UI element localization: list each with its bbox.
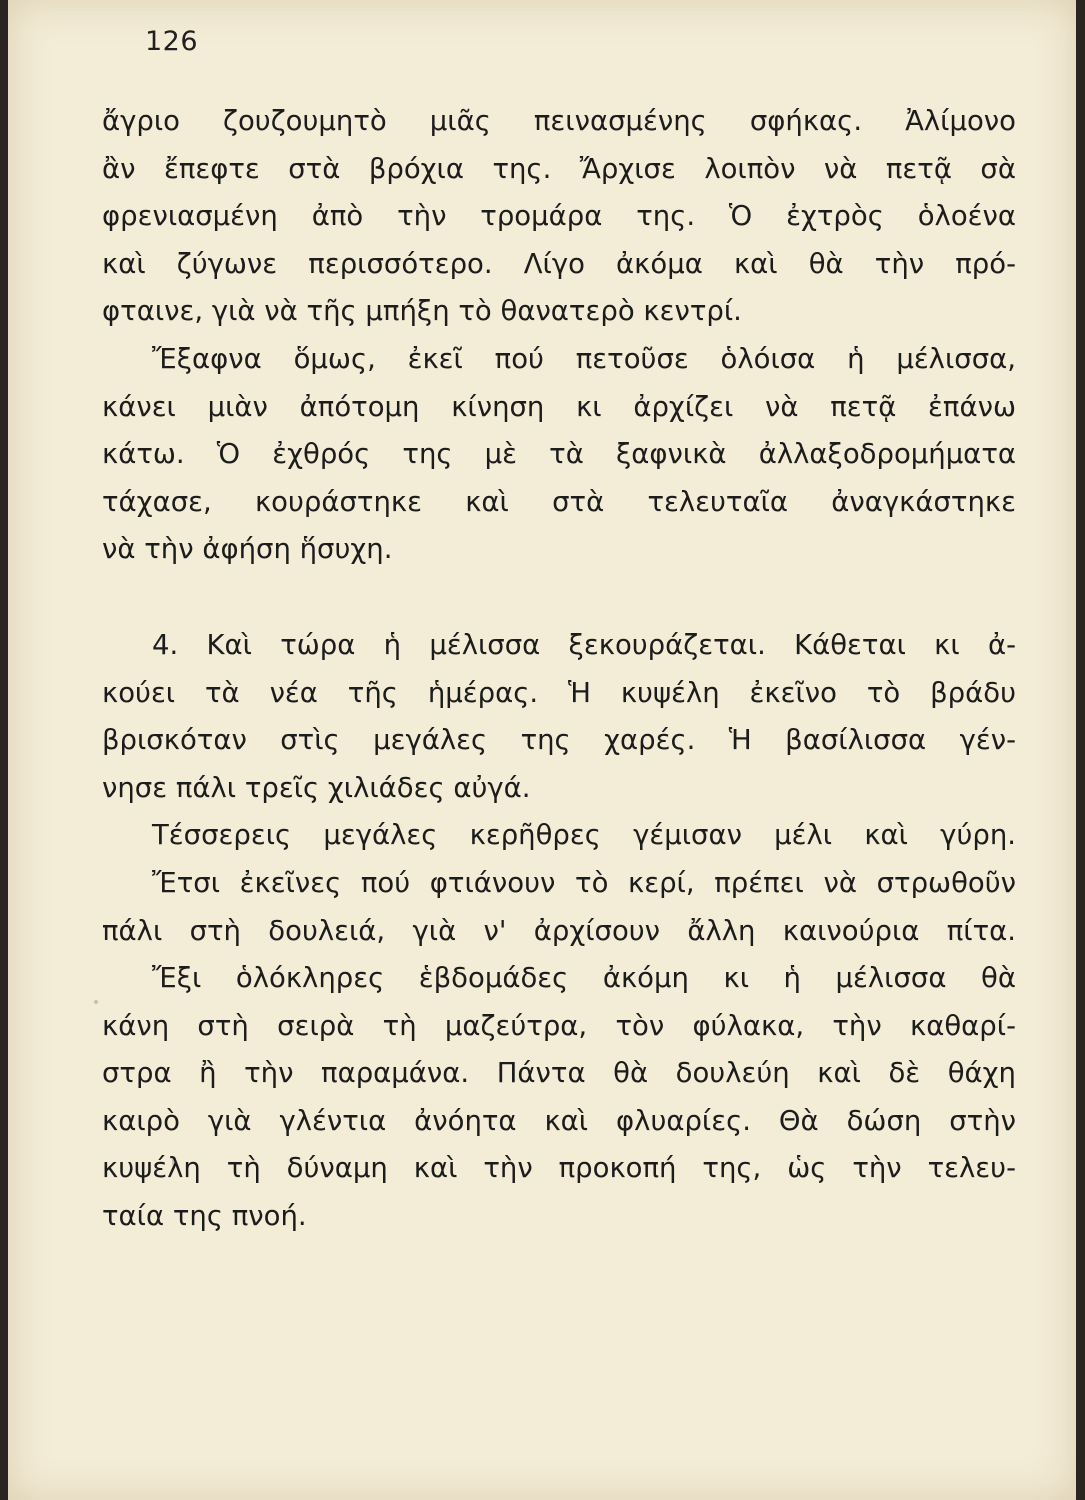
text-line: ἄγριο ζουζουμητὸ μιᾶς πεινασμένης σφήκας. Ἀλίμονο [102, 105, 1016, 137]
text-line: κούει τὰ νέα τῆς ἡμέρας. Ἡ κυψέλη ἐκεῖνο τὸ βράδυ [102, 676, 1016, 709]
book-page [8, 0, 1076, 1500]
text-line: κάτω. Ὁ ἐχθρός της μὲ τὰ ξαφνικὰ ἀλλαξοδρομήματα [102, 438, 1016, 471]
section-gap [102, 574, 1016, 622]
text-line: τάχασε, κουράστηκε καὶ στὰ τελευταῖα ἀναγκάστηκε [102, 485, 1016, 518]
text-line: Ἔτσι ἐκεῖνες πού φτιάνουν τὸ κερί, πρέπει νὰ στρωθοῦν [152, 866, 1016, 899]
text-line: νὰ τὴν ἀφήση ἥσυχη. [102, 533, 393, 566]
text-line: πάλι στὴ δουλειά, γιὰ ν' ἀρχίσουν ἄλλη καινούρια πίτα. [102, 914, 1016, 947]
text-line: καὶ ζύγωνε περισσότερο. Λίγο ἀκόμα καὶ θὰ τὴν πρό- [102, 247, 1016, 280]
text-line: κάνει μιὰν ἀπότομη κίνηση κι ἀρχίζει νὰ πετᾷ ἐπάνω [102, 390, 1016, 423]
text-line: ἂν ἔπεφτε στὰ βρόχια της. Ἄρχισε λοιπὸν νὰ πετᾷ σὰ [102, 152, 1016, 185]
text-line: φταινε, γιὰ νὰ τῆς μπήξη τὸ θανατερὸ κεντρί. [102, 295, 742, 328]
text-line: νησε πάλι τρεῖς χιλιάδες αὐγά. [102, 771, 531, 804]
text-line: στρα ἢ τὴν παραμάνα. Πάντα θὰ δουλεύη καὶ δὲ θάχη [102, 1057, 1016, 1090]
paragraph [102, 955, 1016, 1241]
text-line: ταία της πνοή. [102, 1200, 307, 1233]
text-line: 4. Καὶ τώρα ἡ μέλισσα ξεκουράζεται. Κάθεται κι ἀ- [152, 628, 1016, 661]
text-line: φρενιασμένη ἀπὸ τὴν τρομάρα της. Ὁ ἐχτρὸς ὁλοένα [102, 200, 1016, 233]
body-text [102, 98, 1016, 1241]
paragraph [102, 336, 1016, 574]
text-line: Ἔξι ὁλόκληρες ἑβδομάδες ἀκόμη κι ἡ μέλισσα θὰ [152, 962, 1016, 995]
ink-speck [94, 1000, 98, 1004]
page-number: 126 [145, 26, 199, 57]
text-line: Τέσσερεις μεγάλες κερῆθρες γέμισαν μέλι καὶ γύρη. [152, 819, 1016, 852]
text-line: Ἔξαφνα ὅμως, ἐκεῖ πού πετοῦσε ὁλόισα ἡ μέλισσα, [152, 342, 1016, 375]
text-line: κάνη στὴ σειρὰ τὴ μαζεύτρα, τὸν φύλακα, τὴν καθαρί- [102, 1009, 1016, 1042]
text-line: κυψέλη τὴ δύναμη καὶ τὴν προκοπή της, ὡς τὴν τελευ- [102, 1152, 1016, 1185]
paragraph [102, 812, 1016, 955]
text-line: βρισκόταν στὶς μεγάλες της χαρές. Ἡ βασίλισσα γέν- [102, 724, 1016, 757]
paragraph [102, 98, 1016, 336]
paragraph [102, 622, 1016, 812]
text-line: καιρὸ γιὰ γλέντια ἀνόητα καὶ φλυαρίες. Θὰ δώση στὴν [102, 1104, 1016, 1137]
